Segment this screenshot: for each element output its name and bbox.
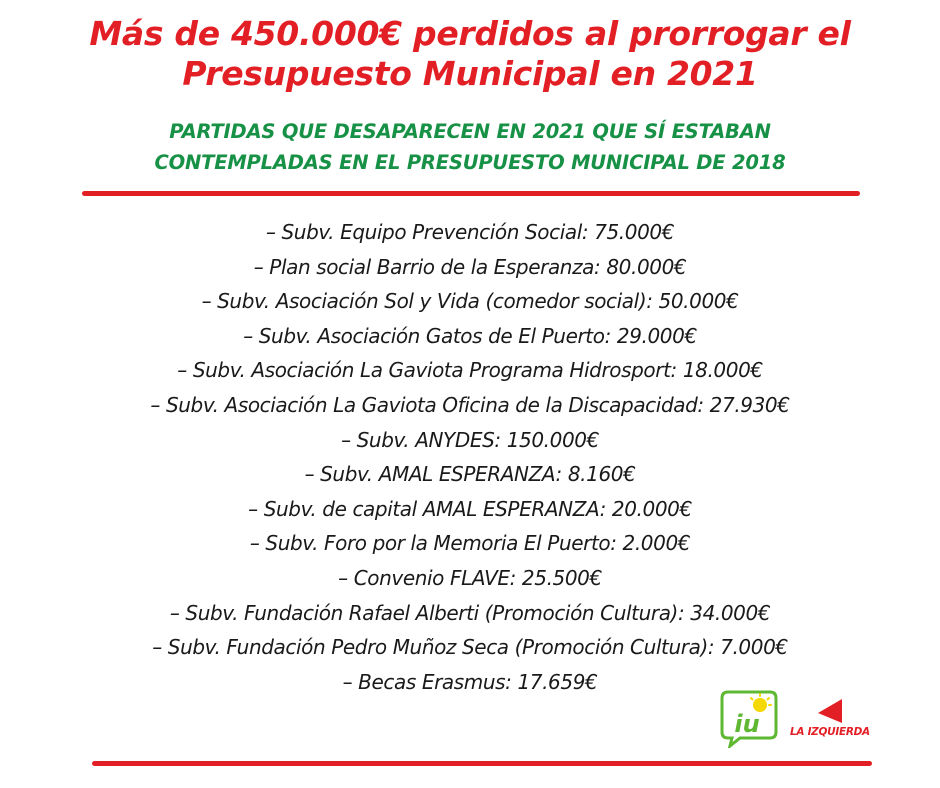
triangle-icon — [818, 699, 842, 723]
iu-logo-text: iu — [734, 710, 760, 738]
list-item: – Subv. Equipo Prevención Social: 75.000€ — [265, 220, 675, 244]
subtitle-line-2: CONTEMPLADAS EN EL PRESUPUESTO MUNICIPAL DE 2018 — [154, 151, 786, 174]
page-subtitle — [0, 116, 940, 178]
list-item: – Subv. Asociación Gatos de El Puerto: 29.000€ — [243, 323, 697, 348]
list-item: – Plan social Barrio de la Esperanza: 80.000€ — [253, 254, 687, 279]
subtitle-line-1: PARTIDAS QUE DESAPARECEN EN 2021 QUE SÍ ESTABAN — [169, 120, 771, 143]
list-item: – Subv. AMAL ESPERANZA: 8.160€ — [304, 462, 636, 487]
title-line-2: Presupuesto Municipal en 2021 — [182, 54, 758, 93]
title-line-1: Más de 450.000€ perdidos al prorrogar el — [89, 14, 851, 53]
list-item: – Subv. Foro por la Memoria El Puerto: 2.000€ — [249, 531, 691, 556]
list-item: – Subv. de capital AMAL ESPERANZA: 20.000€ — [248, 496, 692, 521]
list-item: – Subv. ANYDES: 150.000€ — [341, 427, 599, 452]
page-title — [0, 14, 940, 94]
iu-logo — [720, 688, 780, 748]
list-item: – Subv. Asociación Sol y Vida (comedor social): 50.000€ — [201, 289, 739, 314]
bottom-divider — [92, 761, 872, 766]
la-izquierda-logo-text: LA IZQUIERDA — [790, 726, 870, 738]
top-divider — [82, 191, 860, 196]
list-item: – Subv. Fundación Pedro Muñoz Seca (Promoción Cultura): 7.000€ — [152, 635, 788, 660]
budget-items-list — [0, 215, 940, 699]
list-item: – Subv. Asociación La Gaviota Programa Hidrosport: 18.000€ — [177, 358, 763, 383]
list-item: – Subv. Asociación La Gaviota Oficina de la Discapacidad: 27.930€ — [150, 392, 790, 417]
list-item: – Subv. Fundación Rafael Alberti (Promoción Cultura): 34.000€ — [169, 600, 771, 625]
list-item: – Becas Erasmus: 17.659€ — [342, 669, 598, 694]
list-item: – Convenio FLAVE: 25.500€ — [338, 565, 602, 590]
la-izquierda-logo — [790, 697, 870, 747]
